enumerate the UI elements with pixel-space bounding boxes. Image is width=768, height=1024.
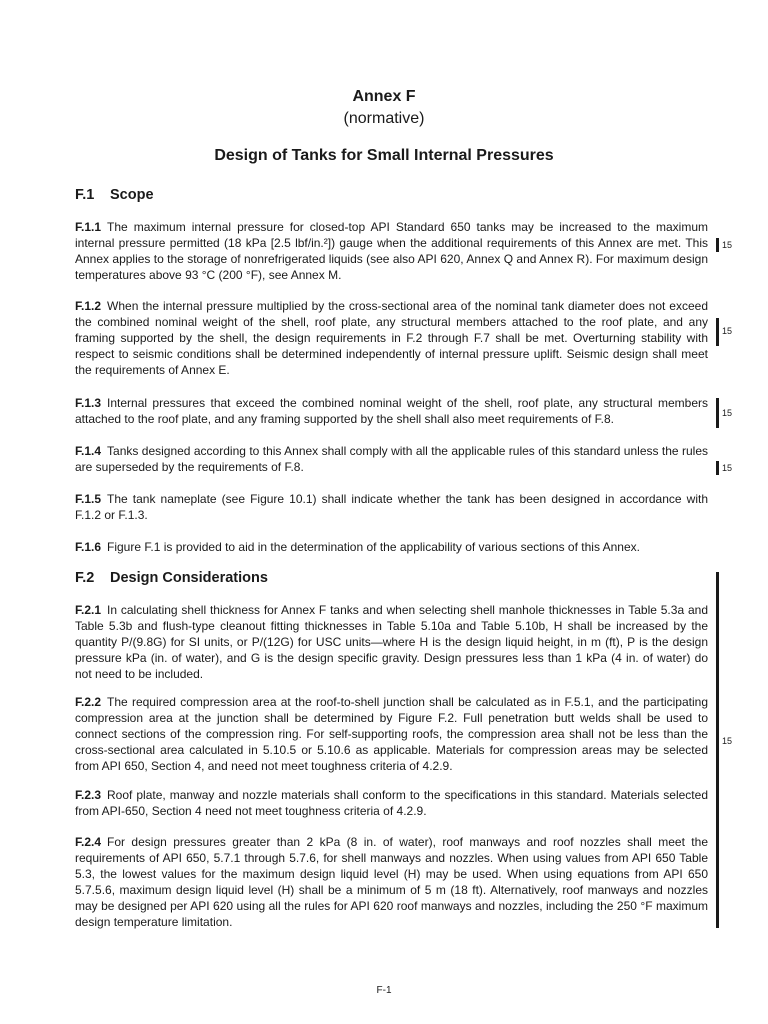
paragraph-f-2-3 bbox=[75, 787, 708, 819]
paragraph-text: For design pressures greater than 2 kPa (8 in. of water), roof manways and roof nozzles shall meet the requirements of API 650, 5.7.1 through 5.7.6, for shell manways and nozzles. When using values from API 650 Table 5.3, the lowest values for the maximum design liquid level (H) may be used. When using equations from API 650 5.7.5.6, maximum design liquid level (H) shall be a minimum of 5 m (18 ft). Alternatively, roof manways and nozzles may be designed per API 620 using all the rules for API 620 roof manways and nozzles, including the 250 °F maximum design temperature limitation. bbox=[75, 835, 708, 929]
paragraph-text: Internal pressures that exceed the combined nominal weight of the shell, roof plate, any structural members attached to the roof plate, and any framing supported by the shell shall also meet requirements of F.8. bbox=[75, 396, 708, 426]
paragraph-f-1-3 bbox=[75, 395, 708, 427]
paragraph-number: F.1.5 bbox=[75, 492, 102, 506]
paragraph-f-1-5 bbox=[75, 491, 708, 523]
paragraph-f-2-1 bbox=[75, 602, 708, 682]
revision-mark: 15 bbox=[722, 240, 733, 250]
paragraph-number: F.1.3 bbox=[75, 396, 102, 410]
annex-title: Design of Tanks for Small Internal Pressures bbox=[214, 147, 554, 164]
paragraph-number: F.1.2 bbox=[75, 299, 102, 313]
paragraph-number: F.2.2 bbox=[75, 695, 102, 709]
paragraph-text: Figure F.1 is provided to aid in the determination of the applicability of various sections of this Annex. bbox=[107, 540, 640, 554]
page-number: F-1 bbox=[376, 985, 392, 996]
paragraph-text: Roof plate, manway and nozzle materials shall conform to the specifications in this standard. Materials selected from API-650, Section 4 need not meet toughness criteria of 4.2.9. bbox=[75, 788, 708, 818]
paragraph-text: When the internal pressure multiplied by the cross-sectional area of the nominal tank diameter does not exceed the combined nominal weight of the shell, roof plate, any structural members attached to the roof plate, and any framing supported by the shell, the design requirements in F.2 through F.7 shall be met. Overturning stability with respect to seismic conditions shall be determined independently of internal pressure uplift. Seismic design shall meet the requirements of Annex E. bbox=[75, 299, 708, 377]
section-number: F.1 bbox=[75, 187, 95, 203]
paragraph-f-1-4 bbox=[75, 443, 708, 475]
paragraph-text: The maximum internal pressure for closed-top API Standard 650 tanks may be increased to the maximum internal pressure permitted (18 kPa [2.5 lbf/in.²]) gauge when the additional requirements of this Annex are met. This Annex applies to the storage of nonrefrigerated liquids (see also API 620, Annex Q and Annex R). For maximum design temperatures above 93 °C (200 °F), see Annex M. bbox=[75, 220, 708, 282]
normative-label: (normative) bbox=[343, 110, 425, 127]
change-bar bbox=[716, 572, 719, 928]
section-number: F.2 bbox=[75, 570, 95, 586]
annex-heading: Annex F bbox=[352, 88, 416, 105]
paragraph-text: Tanks designed according to this Annex shall comply with all the applicable rules of this standard unless the rules are superseded by the requirements of F.8. bbox=[75, 444, 708, 474]
change-bar bbox=[716, 318, 719, 346]
paragraph-text: In calculating shell thickness for Annex F tanks and when selecting shell manhole thicknesses in Table 5.3a and Table 5.3b and flush-type cleanout fitting thicknesses in Table 5.10a and Table 5.10b, H shall be increased by the quantity P/(9.8G) for SI units, or P/(12G) for USC units—where H is the design liquid height, in m (ft), P is the design pressure kPa (in. of water), and G is the design specific gravity. Design pressures less than 1 kPa (4 in. of water) do not need to be included. bbox=[75, 603, 708, 681]
paragraph-f-2-2 bbox=[75, 694, 708, 774]
section-heading-design bbox=[75, 570, 268, 586]
paragraph-number: F.1.6 bbox=[75, 540, 102, 554]
revision-mark: 15 bbox=[722, 463, 733, 473]
paragraph-number: F.2.4 bbox=[75, 835, 102, 849]
change-bar bbox=[716, 238, 719, 252]
revision-mark: 15 bbox=[722, 736, 733, 746]
change-bar bbox=[716, 461, 719, 475]
paragraph-number: F.1.1 bbox=[75, 220, 102, 234]
section-title: Scope bbox=[110, 187, 154, 203]
paragraph-number: F.1.4 bbox=[75, 444, 102, 458]
section-title: Design Considerations bbox=[110, 570, 268, 586]
revision-mark: 15 bbox=[722, 326, 733, 336]
section-heading-scope bbox=[75, 187, 154, 203]
paragraph-text: The required compression area at the roof-to-shell junction shall be calculated as in F.5.1, and the participating compression area at the junction shall be determined by Figure F.2. Full penetration butt welds shall be used to connect sections of the compression ring. For self-supporting roofs, the compression area shall not be less than the cross-sectional area calculated in 5.10.5 or 5.10.6 as applicable. Materials for compression areas may be selected from API 650, Section 4, and need not meet toughness criteria of 4.2.9. bbox=[75, 695, 708, 773]
paragraph-f-2-4 bbox=[75, 834, 708, 930]
paragraph-number: F.2.1 bbox=[75, 603, 102, 617]
paragraph-f-1-1 bbox=[75, 219, 708, 283]
change-bar bbox=[716, 398, 719, 428]
paragraph-f-1-6 bbox=[75, 539, 708, 555]
paragraph-text: The tank nameplate (see Figure 10.1) shall indicate whether the tank has been designed in accordance with F.1.2 or F.1.3. bbox=[75, 492, 708, 522]
paragraph-number: F.2.3 bbox=[75, 788, 102, 802]
paragraph-f-1-2 bbox=[75, 298, 708, 378]
revision-mark: 15 bbox=[722, 408, 733, 418]
